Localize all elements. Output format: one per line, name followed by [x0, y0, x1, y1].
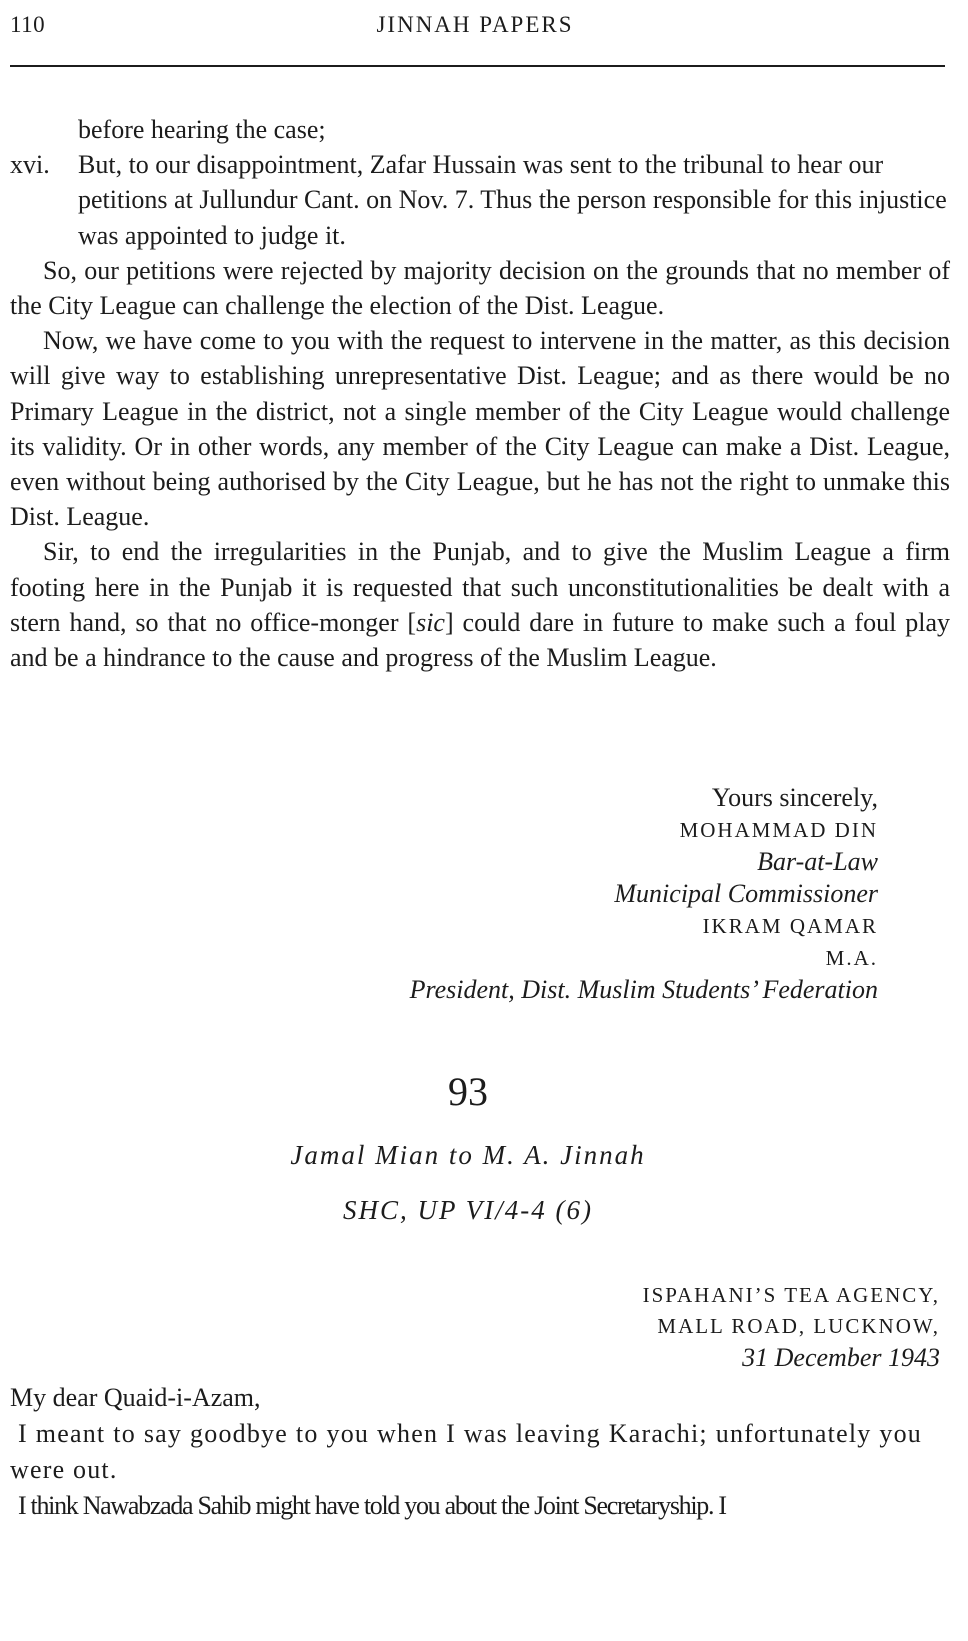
- running-title: JINNAH PAPERS: [376, 12, 574, 37]
- list-item-xvi: [10, 147, 950, 253]
- letter-body: [10, 1380, 922, 1524]
- letter-date: 31 December 1943: [742, 1343, 940, 1372]
- signatory-title: Bar-at-Law: [757, 847, 878, 876]
- header-rule: [10, 65, 945, 67]
- closing: Yours sincerely,: [711, 783, 878, 812]
- letter-body-continued: [10, 112, 950, 675]
- list-marker: xvi.: [10, 150, 50, 180]
- list-item-text: But, to our disappointment, Zafar Hussain was sent to the tribunal to hear our petitions at Jullundur Cant. on Nov. 7. Thus the person responsible for this injustice was appointed to judge it.: [78, 150, 947, 250]
- continued-list-item: before hearing the case;: [78, 115, 326, 144]
- address-line: ISPAHANI’S TEA AGENCY,: [642, 1283, 940, 1307]
- letter-paragraph: I think Nawabzada Sahib might have told you about the Joint Secretaryship. I: [18, 1491, 726, 1520]
- signatory-degree: M.A.: [825, 946, 878, 970]
- paragraph-end-irregularities: [10, 534, 950, 675]
- address-line: MALL ROAD, LUCKNOW,: [657, 1314, 940, 1338]
- letter-paragraph: I meant to say goodbye to you when I was leaving Karachi; unfortunately you were out.: [10, 1419, 922, 1484]
- signatory-title: Municipal Commissioner: [614, 879, 878, 908]
- sic-note: sic: [416, 607, 445, 637]
- sender-address: [643, 1280, 940, 1373]
- document-heading: Jamal Mian to M. A. Jinnah: [290, 1140, 646, 1170]
- signatory-name: IKRAM QAMAR: [702, 914, 878, 938]
- page-header: [10, 12, 940, 44]
- paragraph-request-intervene: Now, we have come to you with the request to intervene in the matter, as this decision will give way to establishing unrepresentative Dist. League; and as there would be no Primary League in the district, not a single member of the City League would challenge its validity. Or in other words, any member of the City League can make a Dist. League, even without being authorised by the City League, but he has not the right to unmake this Dist. League.: [10, 326, 950, 532]
- signatory-title: President, Dist. Muslim Students’ Federation: [409, 975, 878, 1004]
- paragraph-petitions-rejected: So, our petitions were rejected by majority decision on the grounds that no member of the City League can challenge the election of the Dist. League.: [10, 255, 950, 321]
- paragraph-text-before-sic: Sir, to end the irregularities in the Punjab, and to give the Muslim League a firm footing here in the Punjab it is requested that such unconstitutionalities be dealt with a stern hand, so that no office-monger [: [10, 537, 950, 637]
- page-number: 110: [10, 12, 46, 37]
- paragraph-text-after-sic: ] could dare in future to make such a foul play and be a hindrance to the cause and progress of the Muslim League.: [10, 607, 950, 673]
- signature-block: [410, 782, 878, 1006]
- document-number: 93: [448, 1069, 488, 1114]
- salutation: My dear Quaid-i-Azam,: [10, 1383, 261, 1412]
- signatory-name: MOHAMMAD DIN: [679, 818, 878, 842]
- document-source: SHC, UP VI/4-4 (6): [343, 1195, 593, 1225]
